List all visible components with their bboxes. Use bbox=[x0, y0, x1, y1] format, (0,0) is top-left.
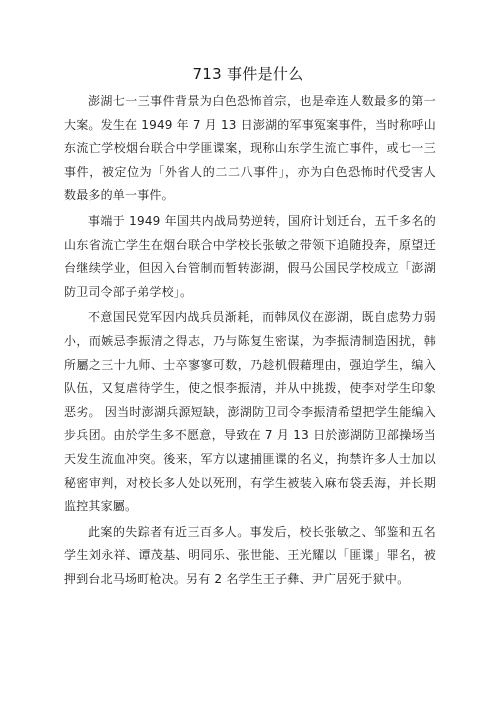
document-body bbox=[64, 90, 436, 593]
paragraph-origin: 事端于 1949 年国共内战局势逆转，国府计划迁台，五千多名的山东省流亡学生在烟台联合中学校长张敏之带领下追随投奔，原望迁台继续学业，但因入台管制而暂转澎湖，假马公国民学校成立「澎湖防卫司令部子弟学校」。 bbox=[64, 213, 436, 299]
paragraph-background: 澎湖七一三事件背景为白色恐怖首宗，也是牵连人数最多的第一大案。发生在 1949 年 7 月 13 日澎湖的军事冤案事件，当时称呼山东流亡学校烟台联合中学匪谍案，现称山东学生流亡事件，或七一三事件，被定位为「外省人的二二八事件」，亦为白色恐怖时代受害人数最多的单一事件。 bbox=[64, 94, 436, 203]
document-title: 713 事件是什么 bbox=[192, 65, 304, 83]
paragraph-conflict: 不意国民党军因内战兵员渐耗，而韩凤仪在澎湖，既自虑势力弱小，而嫉忌李振清之得志，乃与陈复生密谋，为李振清制造困扰，韩所屬之三十九师、士卒寥寥可数，乃趁机假藉理由，强迫学生，编入队伍，又复虐待学生，使之恨李振清，并从中挑拨，使李对学生印象恶劣。 因当时澎湖兵源短缺，澎湖防卫司令李振清希望把学生能编入步兵团。由於学生多不愿意，导致在 7 月 13 日於澎湖防卫部操场当天发生流血冲突。後来，军方以逮捕匪谍的名义，拘禁许多人士加以秘密审判，对校长多人处以死刑，有学生被装入麻布袋丢海，并长期监控其家屬。 bbox=[64, 310, 436, 514]
paragraph-victims: 此案的失踪者有近三百多人。事发后，校长张敏之、邹鉴和五名学生刘永祥、谭茂基、明同乐、张世能、王光耀以「匪谍」罪名，被押到台北马场町枪决。另有 2 名学生王子彝、尹广居死于狱中。 bbox=[64, 524, 436, 586]
